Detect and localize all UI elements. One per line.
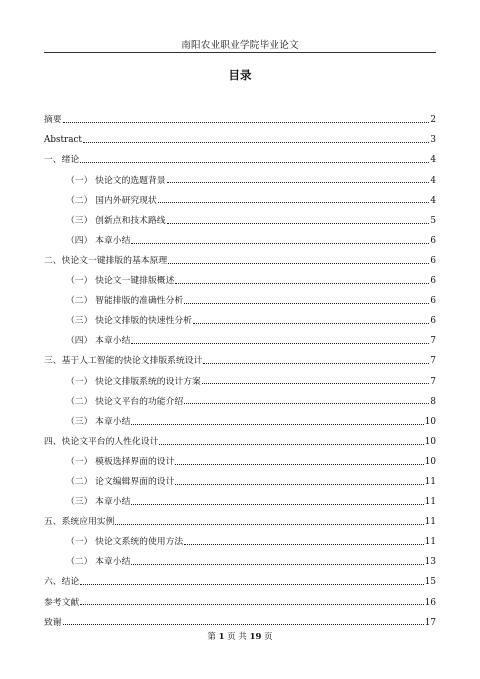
- toc-entry-page: 6: [430, 235, 436, 246]
- toc-entry-text: （三） 本章小结: [66, 416, 131, 427]
- toc-leader-dots: [131, 424, 423, 425]
- toc-entry-text: （三） 快论文排版的快速性分析: [66, 316, 192, 327]
- toc-entry[interactable]: [44, 186, 436, 206]
- toc-entry[interactable]: [44, 347, 436, 367]
- toc-leader-dots: [203, 363, 429, 364]
- toc-entry-page: 11: [424, 517, 436, 528]
- toc-entry-text: （二） 论文编辑界面的设计: [66, 476, 175, 487]
- toc-entry-page: 7: [430, 376, 436, 387]
- toc-entry-text: 二、快论文一键排版的基本原理: [44, 255, 168, 266]
- footer-suffix: 页: [264, 632, 273, 642]
- toc-entry[interactable]: [44, 287, 436, 307]
- toc-entry-page: 13: [424, 557, 436, 568]
- toc-entry[interactable]: [44, 106, 436, 126]
- toc-entry-page: 7: [430, 336, 436, 347]
- toc-entry[interactable]: [44, 568, 436, 588]
- toc-leader-dots: [184, 544, 424, 545]
- toc-entry-page: 11: [424, 476, 436, 487]
- toc-entry-text: （三） 创新点和技术路线: [66, 215, 166, 226]
- toc-entry[interactable]: [44, 488, 436, 508]
- toc-entry-text: Abstract: [44, 135, 82, 146]
- toc-entry-text: （三） 本章小结: [66, 497, 131, 508]
- toc-leader-dots: [175, 283, 429, 284]
- toc-entry-text: 三、基于人工智能的快论文排版系统设计: [44, 356, 203, 367]
- toc-entry-page: 15: [424, 577, 436, 588]
- toc-leader-dots: [131, 343, 429, 344]
- toc-entry[interactable]: [44, 247, 436, 267]
- toc-leader-dots: [158, 202, 430, 203]
- toc-leader-dots: [63, 122, 430, 123]
- toc-entry-text: 摘要: [44, 115, 62, 126]
- toc-entry-text: （二） 本章小结: [66, 557, 131, 568]
- toc-entry[interactable]: [44, 307, 436, 327]
- toc-leader-dots: [80, 584, 424, 585]
- toc-entry[interactable]: [44, 468, 436, 488]
- toc-entry-text: （二） 国内外研究现状: [66, 195, 157, 206]
- footer-prefix: 第: [207, 632, 216, 642]
- toc-leader-dots: [184, 303, 429, 304]
- toc-entry-page: 6: [430, 255, 436, 266]
- toc-entry[interactable]: [44, 227, 436, 247]
- toc-title: 目录: [228, 68, 252, 82]
- toc-entry-page: 16: [424, 597, 436, 608]
- toc-entry[interactable]: [44, 126, 436, 146]
- toc-leader-dots: [193, 323, 429, 324]
- toc-entry-text: （二） 快论文平台的功能介绍: [66, 396, 184, 407]
- toc-leader-dots: [131, 564, 423, 565]
- toc-entry[interactable]: [44, 428, 436, 448]
- toc-leader-dots: [80, 162, 429, 163]
- toc-entry-page: 3: [430, 135, 436, 146]
- toc-entry-text: 一、绪论: [44, 155, 80, 166]
- toc-leader-dots: [202, 383, 430, 384]
- toc-entry[interactable]: [44, 267, 436, 287]
- toc-entry-page: 2: [430, 115, 436, 126]
- table-of-contents: [44, 106, 436, 628]
- toc-entry[interactable]: [44, 448, 436, 468]
- toc-entry[interactable]: [44, 588, 436, 608]
- toc-entry[interactable]: [44, 146, 436, 166]
- toc-leader-dots: [131, 504, 423, 505]
- toc-entry-page: 8: [430, 396, 436, 407]
- toc-entry-text: 参考文献: [44, 597, 80, 608]
- toc-entry[interactable]: [44, 508, 436, 528]
- toc-leader-dots: [115, 524, 423, 525]
- toc-leader-dots: [83, 142, 429, 143]
- toc-entry-text: 五、系统应用实例: [44, 517, 115, 528]
- header-rule: [44, 52, 436, 53]
- toc-entry-text: （一） 模板选择界面的设计: [66, 456, 175, 467]
- toc-entry-page: 6: [430, 276, 436, 287]
- toc-entry-page: 10: [424, 416, 436, 427]
- toc-entry[interactable]: [44, 608, 436, 628]
- toc-leader-dots: [167, 182, 430, 183]
- toc-entry-text: 六、结论: [44, 577, 80, 588]
- toc-entry-page: 7: [430, 356, 436, 367]
- toc-leader-dots: [131, 243, 429, 244]
- toc-entry[interactable]: [44, 407, 436, 427]
- toc-entry-text: （一） 快论文的选题背景: [66, 175, 166, 186]
- footer-total-pages: 19: [249, 632, 262, 642]
- toc-entry-page: 11: [424, 497, 436, 508]
- toc-entry-page: 17: [424, 617, 436, 628]
- toc-leader-dots: [184, 403, 429, 404]
- toc-entry[interactable]: [44, 166, 436, 186]
- toc-entry-text: （四） 本章小结: [66, 336, 131, 347]
- toc-entry[interactable]: [44, 206, 436, 226]
- toc-entry-text: 四、快论文平台的人性化设计: [44, 436, 159, 447]
- toc-entry-page: 6: [430, 296, 436, 307]
- footer-current-page: 1: [218, 632, 225, 642]
- toc-entry[interactable]: [44, 387, 436, 407]
- toc-entry-page: 6: [430, 316, 436, 327]
- footer-middle: 页 共: [227, 632, 247, 642]
- toc-leader-dots: [167, 223, 430, 224]
- toc-leader-dots: [159, 444, 423, 445]
- toc-entry[interactable]: [44, 548, 436, 568]
- toc-entry[interactable]: [44, 528, 436, 548]
- toc-leader-dots: [175, 464, 423, 465]
- toc-leader-dots: [168, 263, 429, 264]
- toc-entry-text: （一） 快论文一键排版概述: [66, 276, 175, 287]
- toc-entry-page: 4: [430, 195, 436, 206]
- toc-entry[interactable]: [44, 367, 436, 387]
- toc-entry-text: （一） 快论文系统的使用方法: [66, 537, 184, 548]
- page-footer: [0, 630, 480, 642]
- toc-leader-dots: [80, 604, 424, 605]
- toc-entry-page: 10: [424, 456, 436, 467]
- toc-entry-text: 致谢: [44, 617, 62, 628]
- toc-entry-page: 11: [424, 537, 436, 548]
- toc-entry-text: （四） 本章小结: [66, 235, 131, 246]
- toc-entry-text: （二） 智能排版的准确性分析: [66, 296, 184, 307]
- toc-leader-dots: [175, 484, 423, 485]
- toc-entry-page: 5: [430, 215, 436, 226]
- toc-entry-page: 10: [424, 436, 436, 447]
- toc-entry-page: 4: [430, 155, 436, 166]
- toc-entry-text: （一） 快论文排版系统的设计方案: [66, 376, 201, 387]
- page-header: 南阳农业职业学院毕业论文: [181, 40, 299, 51]
- toc-entry-page: 4: [430, 175, 436, 186]
- toc-leader-dots: [63, 624, 424, 625]
- toc-entry[interactable]: [44, 327, 436, 347]
